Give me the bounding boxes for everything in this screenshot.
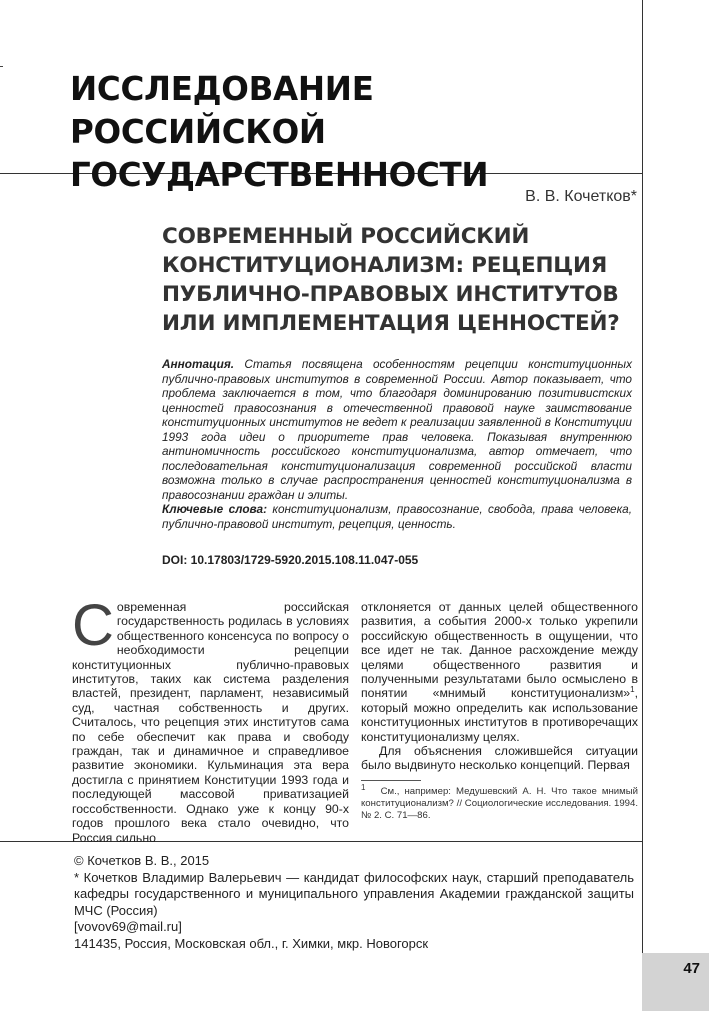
paragraph-text: отклоняется от данных целей общественного развития, а события 2000-х только укрепили российскую общественность в ощущении, что все идет не так. Данное расхождение между целями общественного развития и полученными результатами было осмыслено в понятии «мнимый конституционализм» bbox=[361, 600, 638, 701]
body-paragraph: Для объяснения сложившейся ситуации было выдвинуто несколько концепций. Первая bbox=[361, 744, 638, 773]
title-line: КОНСТИТУЦИОНАЛИЗМ: РЕЦЕПЦИЯ bbox=[162, 253, 608, 278]
rubric-line: ИССЛЕДОВАНИЕ РОССИЙСКОЙ bbox=[70, 70, 374, 151]
footnote-text: См., например: Медушевский А. Н. Что такое мнимый конституционализм? // Социологические исследования. 1994. № 2. С. 71—86. bbox=[361, 785, 638, 821]
body-column-left bbox=[72, 593, 349, 845]
rubric-line: ГОСУДАРСТВЕННОСТИ bbox=[70, 156, 489, 194]
author-bio: * Кочетков Владимир Валерьевич — кандидат философских наук, старший преподаватель кафедры государственного и муниципального управления Академии гражданской защиты МЧС (Россия) bbox=[74, 869, 634, 918]
author-email: [vovov69@mail.ru] bbox=[74, 919, 182, 934]
keywords-label: Ключевые слова: bbox=[162, 502, 268, 516]
abstract-label: Аннотация. bbox=[162, 357, 235, 371]
title-line: ИЛИ ИМПЛЕМЕНТАЦИЯ ЦЕННОСТЕЙ? bbox=[162, 311, 620, 336]
author-address: 141435, Россия, Московская обл., г. Химки, мкр. Новогорск bbox=[74, 935, 429, 951]
drop-cap: С bbox=[72, 593, 114, 658]
footnote-divider bbox=[361, 780, 421, 781]
keywords-paragraph bbox=[162, 502, 632, 531]
page-number: 47 bbox=[683, 960, 700, 977]
margin-tick bbox=[0, 66, 3, 67]
article-author: В. В. Кочетков* bbox=[525, 188, 637, 205]
footnote-mark: 1 bbox=[361, 782, 366, 792]
section-rubric bbox=[70, 68, 630, 197]
title-line: СОВРЕМЕННЫЙ РОССИЙСКИЙ bbox=[162, 224, 530, 249]
body-paragraph bbox=[361, 600, 638, 744]
doi: DOI: 10.17803/1729-5920.2015.108.11.047-055 bbox=[162, 553, 419, 567]
footnote-ref: 1 bbox=[630, 685, 635, 695]
footnote bbox=[361, 782, 638, 822]
copyright-line: © Кочетков В. В., 2015 bbox=[74, 853, 210, 868]
abstract-paragraph bbox=[162, 357, 632, 502]
paragraph-text: , который можно определить как использование конституционных институтов в противоречащих конституционализму целях. bbox=[361, 686, 638, 744]
body-paragraph bbox=[72, 593, 349, 845]
article-title bbox=[162, 222, 632, 338]
body-column-right bbox=[361, 600, 638, 822]
title-line: ПУБЛИЧНО-ПРАВОВЫХ ИНСТИТУТОВ bbox=[162, 282, 619, 307]
paragraph-text: овременная российская государственность родилась в условиях общественного консенсуса по вопросу о необходимости рецепции конституционных публично-правовых институтов, таких как система разделения властей, президент, парламент, независимый суд, частная собственность и других. Считалось, что рецепция этих институтов сама по себе обеспечит как права и свободу граждан, так и динамичное и справедливое развитие экономики. Кульминация эта вера достигла с принятием Конституции 1993 года и последующей массовой приватизацией госсобственности. Однако уже к концу 90-х годов прошлого века стало очевидно, что Россия сильно bbox=[72, 600, 349, 845]
keywords-text: конституционализм, правосознание, свобода, права человека, публично-правовой институт, рецепция, ценность. bbox=[162, 502, 633, 531]
abstract bbox=[162, 357, 632, 531]
abstract-text: Статья посвящена особенностям рецепции конституционных публично-правовых институтов в современной России. Автор показывает, что проблема заключается в том, что благодаря доминированию позитивистских ценностей правосознания в отечественной правовой науке заимствование конституционных институтов не ведет к реализации заявленной в Конституции 1993 года идеи о приоритете прав человека. Показывая внутреннюю антиномичность российского конституционализма, автор отмечает, что последовательная конституционализация современной российской власти возможна только в случае распространения ценностей конституционализма в правосознании граждан и элиты. bbox=[162, 357, 633, 502]
right-margin-rule bbox=[642, 0, 643, 953]
author-info bbox=[74, 853, 634, 952]
